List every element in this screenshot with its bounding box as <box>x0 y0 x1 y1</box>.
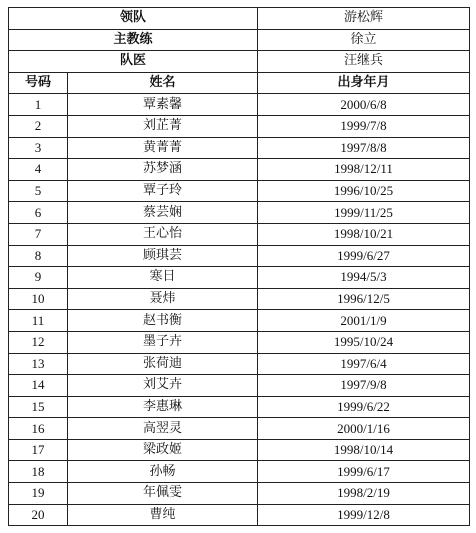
table-row <box>9 288 470 310</box>
table-row <box>9 331 470 353</box>
player-birth-date: 1999/6/17 <box>258 461 470 483</box>
staff-name-value: 徐立 <box>258 29 470 51</box>
header-name: 姓名 <box>68 72 258 94</box>
player-number: 14 <box>9 375 68 397</box>
player-name: 年佩雯 <box>68 483 258 505</box>
player-birth-date: 1998/12/11 <box>258 159 470 181</box>
player-birth-date: 2000/1/16 <box>258 418 470 440</box>
table-row <box>9 461 470 483</box>
player-name: 覃子玲 <box>68 180 258 202</box>
table-row <box>9 137 470 159</box>
player-birth-date: 2000/6/8 <box>258 94 470 116</box>
player-birth-date: 1998/10/21 <box>258 223 470 245</box>
player-number: 6 <box>9 202 68 224</box>
header-birth-date: 出身年月 <box>258 72 470 94</box>
table-row <box>9 439 470 461</box>
player-birth-date: 1999/6/27 <box>258 245 470 267</box>
player-number: 9 <box>9 267 68 289</box>
player-name: 王心怡 <box>68 223 258 245</box>
player-birth-date: 2001/1/9 <box>258 310 470 332</box>
player-name: 李惠琳 <box>68 396 258 418</box>
column-header-row <box>9 72 470 94</box>
player-birth-date: 1998/2/19 <box>258 483 470 505</box>
player-birth-date: 1999/6/22 <box>258 396 470 418</box>
player-name: 黄菁菁 <box>68 137 258 159</box>
player-birth-date: 1998/10/14 <box>258 439 470 461</box>
player-name: 蔡芸娴 <box>68 202 258 224</box>
table-row <box>9 159 470 181</box>
player-birth-date: 1997/9/8 <box>258 375 470 397</box>
table-row <box>9 353 470 375</box>
player-name: 覃素馨 <box>68 94 258 116</box>
player-number: 1 <box>9 94 68 116</box>
player-number: 10 <box>9 288 68 310</box>
player-name: 张荷迪 <box>68 353 258 375</box>
staff-name-value: 游松辉 <box>258 8 470 30</box>
player-number: 3 <box>9 137 68 159</box>
table-row <box>9 396 470 418</box>
table-row <box>9 267 470 289</box>
table-row <box>9 94 470 116</box>
player-birth-date: 1999/12/8 <box>258 504 470 526</box>
player-number: 18 <box>9 461 68 483</box>
table-row <box>9 504 470 526</box>
header-number: 号码 <box>9 72 68 94</box>
player-number: 7 <box>9 223 68 245</box>
player-name: 高翌灵 <box>68 418 258 440</box>
player-number: 11 <box>9 310 68 332</box>
player-name: 刘芷菁 <box>68 115 258 137</box>
player-name: 梁政姬 <box>68 439 258 461</box>
player-name: 孙畅 <box>68 461 258 483</box>
player-birth-date: 1999/11/25 <box>258 202 470 224</box>
staff-role-label: 领队 <box>9 8 258 30</box>
table-row <box>9 180 470 202</box>
player-number: 19 <box>9 483 68 505</box>
player-name: 赵书衡 <box>68 310 258 332</box>
player-number: 8 <box>9 245 68 267</box>
staff-row-team-doctor <box>9 51 470 73</box>
table-row <box>9 245 470 267</box>
staff-role-label: 队医 <box>9 51 258 73</box>
player-name: 苏梦涵 <box>68 159 258 181</box>
table-row <box>9 115 470 137</box>
player-birth-date: 1997/6/4 <box>258 353 470 375</box>
table-row <box>9 202 470 224</box>
player-name: 寒日 <box>68 267 258 289</box>
player-number: 4 <box>9 159 68 181</box>
player-number: 13 <box>9 353 68 375</box>
player-birth-date: 1996/12/5 <box>258 288 470 310</box>
table-row <box>9 223 470 245</box>
player-number: 17 <box>9 439 68 461</box>
player-name: 刘艾卉 <box>68 375 258 397</box>
player-name: 顾琪芸 <box>68 245 258 267</box>
staff-role-label: 主教练 <box>9 29 258 51</box>
staff-row-team-leader <box>9 8 470 30</box>
player-number: 20 <box>9 504 68 526</box>
player-number: 16 <box>9 418 68 440</box>
staff-row-head-coach <box>9 29 470 51</box>
player-name: 墨子卉 <box>68 331 258 353</box>
player-birth-date: 1996/10/25 <box>258 180 470 202</box>
table-row <box>9 375 470 397</box>
player-number: 12 <box>9 331 68 353</box>
player-name: 曹纯 <box>68 504 258 526</box>
player-birth-date: 1999/7/8 <box>258 115 470 137</box>
table-row <box>9 483 470 505</box>
player-number: 15 <box>9 396 68 418</box>
player-birth-date: 1994/5/3 <box>258 267 470 289</box>
player-number: 2 <box>9 115 68 137</box>
table-row <box>9 418 470 440</box>
team-roster-table <box>8 7 470 526</box>
player-name: 聂炜 <box>68 288 258 310</box>
player-number: 5 <box>9 180 68 202</box>
player-birth-date: 1995/10/24 <box>258 331 470 353</box>
player-birth-date: 1997/8/8 <box>258 137 470 159</box>
roster-body <box>9 8 470 526</box>
staff-name-value: 汪继兵 <box>258 51 470 73</box>
table-row <box>9 310 470 332</box>
